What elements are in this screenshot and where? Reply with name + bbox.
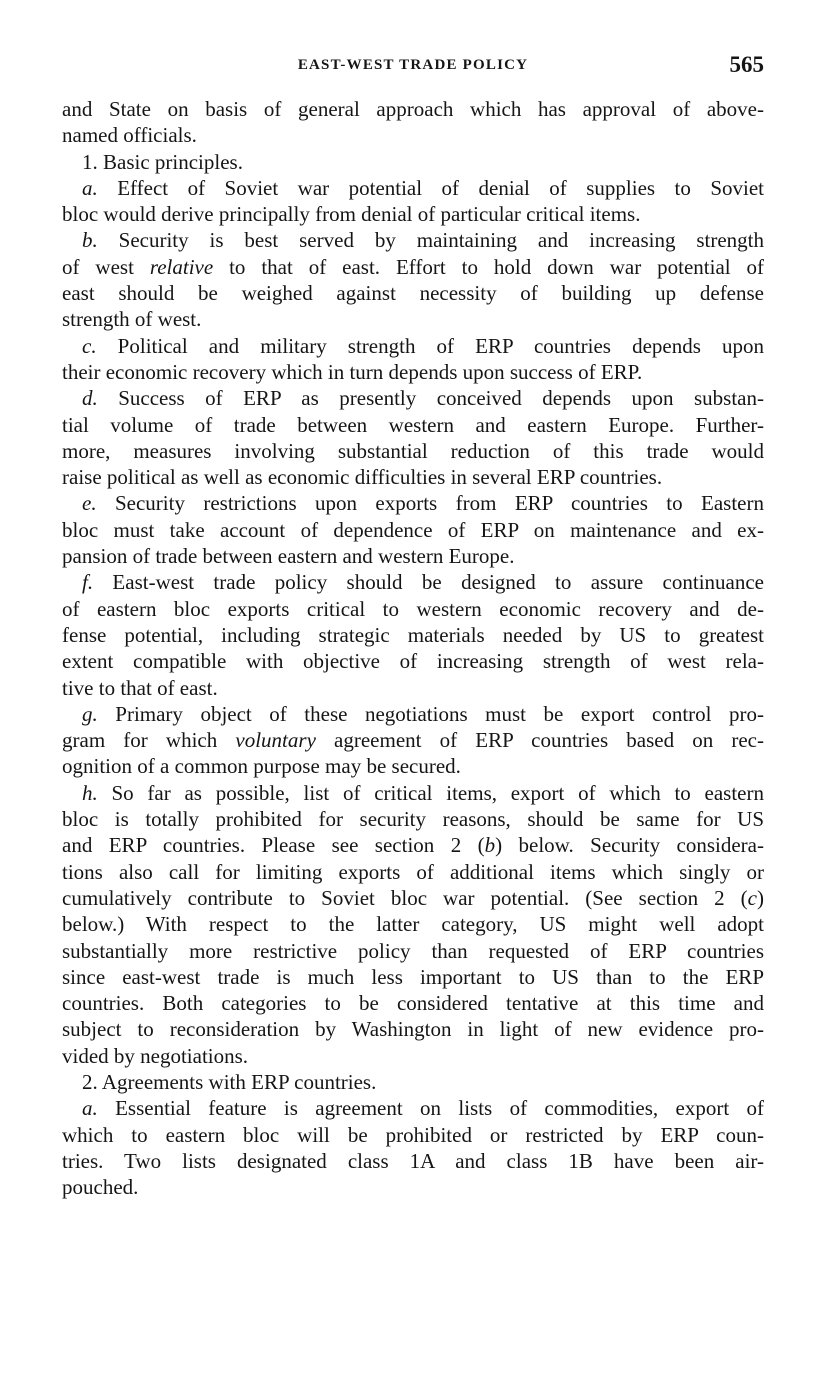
text-line [62, 490, 764, 516]
text-line [62, 727, 764, 753]
italic-text: d. [82, 386, 98, 411]
text-segment: tions also call for limiting exports of additional items which singly or [62, 859, 764, 884]
text-segment: pansion of trade between eastern and western Europe. [62, 544, 515, 569]
text-segment: raise political as well as economic difficulties in several ERP countries. [62, 465, 663, 490]
text-line [62, 1174, 764, 1200]
text-segment: strength of west. [62, 307, 202, 332]
text-line [62, 96, 764, 122]
text-segment: ) below. Security considera- [495, 833, 764, 858]
text-segment: 2. Agreements with ERP countries. [82, 1069, 377, 1094]
text-segment: fense potential, including strategic materials needed by US to greatest [62, 622, 764, 647]
text-line [62, 701, 764, 727]
text-line [62, 543, 764, 569]
text-line [62, 675, 764, 701]
page-number: 565 [729, 52, 764, 77]
text-segment: Success of ERP as presently conceived depends upon substan- [97, 386, 764, 411]
text-line [62, 359, 764, 385]
text-segment: Political and military strength of ERP countries depends upon [96, 333, 764, 358]
text-line [62, 569, 764, 595]
text-line [62, 832, 764, 858]
text-segment: countries. Both categories to be considered tentative at this time and [62, 991, 764, 1016]
text-line [62, 1016, 764, 1042]
italic-text: e. [82, 491, 97, 516]
italic-text: g. [82, 701, 98, 726]
text-line [62, 780, 764, 806]
text-line [62, 990, 764, 1016]
text-segment: east should be weighed against necessity of building up defense [62, 281, 764, 306]
text-segment: ognition of a common purpose may be secured. [62, 754, 461, 779]
text-line [62, 885, 764, 911]
text-segment: which to eastern bloc will be prohibited or restricted by ERP coun- [62, 1122, 764, 1147]
text-segment: East-west trade policy should be designed to assure continuance [93, 570, 764, 595]
text-segment: ) [757, 885, 764, 910]
text-line [62, 859, 764, 885]
text-line [62, 464, 764, 490]
text-line [62, 1095, 764, 1121]
text-line [62, 1069, 764, 1095]
text-line [62, 806, 764, 832]
text-segment: tial volume of trade between western and eastern Europe. Further- [62, 412, 764, 437]
text-segment: Primary object of these negotiations must be export control pro- [97, 701, 764, 726]
text-segment: to that of east. Effort to hold down war potential of [213, 254, 765, 279]
text-line [62, 385, 764, 411]
text-segment: agreement of ERP countries based on rec- [315, 728, 764, 753]
italic-text: b. [82, 228, 98, 253]
italic-text: c. [82, 333, 97, 358]
text-segment: their economic recovery which in turn depends upon success of ERP. [62, 359, 643, 384]
text-line [62, 306, 764, 332]
text-segment: tries. Two lists designated class 1A and class 1B have been air- [62, 1148, 764, 1173]
body-text [62, 96, 764, 1200]
text-segment: 1. Basic principles. [82, 149, 243, 174]
text-segment: Security is best served by maintaining and increasing strength [97, 228, 764, 253]
text-line [62, 911, 764, 937]
text-line [62, 596, 764, 622]
text-segment: Essential feature is agreement on lists of commodities, export of [97, 1096, 764, 1121]
text-segment: substantially more restrictive policy than requested of ERP countries [62, 938, 764, 963]
text-segment: below.) With respect to the latter category, US might well adopt [62, 912, 764, 937]
text-line [62, 254, 764, 280]
text-segment: tive to that of east. [62, 675, 218, 700]
italic-text: h. [82, 780, 98, 805]
text-line [62, 438, 764, 464]
running-header [62, 52, 764, 82]
text-line [62, 648, 764, 674]
text-segment: bloc must take account of dependence of ERP on maintenance and ex- [62, 517, 764, 542]
text-line [62, 149, 764, 175]
italic-text: a. [82, 1096, 98, 1121]
italic-text: a. [82, 175, 98, 200]
text-segment: bloc would derive principally from denial of particular critical items. [62, 202, 641, 227]
text-line [62, 122, 764, 148]
text-line [62, 227, 764, 253]
text-line [62, 280, 764, 306]
text-segment: and State on basis of general approach which has approval of above- [62, 97, 764, 121]
text-segment: named officials. [62, 123, 197, 148]
text-segment: gram for which [62, 728, 236, 753]
text-line [62, 753, 764, 779]
text-line [62, 333, 764, 359]
text-segment: So far as possible, list of critical items, export of which to eastern [97, 780, 764, 805]
text-segment: subject to reconsideration by Washington in light of new evidence pro- [62, 1017, 764, 1042]
text-segment: Security restrictions upon exports from ERP countries to Eastern [96, 491, 764, 516]
text-line [62, 201, 764, 227]
text-segment: vided by negotiations. [62, 1043, 249, 1068]
text-line [62, 1148, 764, 1174]
text-segment: more, measures involving substantial reduction of this trade would [62, 438, 764, 463]
text-segment: and ERP countries. Please see section 2 ( [62, 833, 485, 858]
text-line [62, 964, 764, 990]
text-segment: Effect of Soviet war potential of denial of supplies to Soviet [97, 175, 764, 200]
running-title: EAST-WEST TRADE POLICY [297, 57, 529, 73]
text-segment: cumulatively contribute to Soviet bloc war potential. (See section 2 ( [62, 885, 748, 910]
italic-text: f. [82, 570, 94, 595]
text-line [62, 517, 764, 543]
text-line [62, 175, 764, 201]
text-line [62, 1122, 764, 1148]
text-segment: since east-west trade is much less important to US than to the ERP [62, 964, 764, 989]
text-line [62, 622, 764, 648]
text-segment: bloc is totally prohibited for security reasons, should be same for US [62, 807, 764, 832]
italic-text: b [484, 833, 496, 858]
text-segment: pouched. [62, 1175, 139, 1200]
italic-text: relative [149, 254, 214, 279]
text-line [62, 412, 764, 438]
text-segment: of eastern bloc exports critical to western economic recovery and de- [62, 596, 764, 621]
text-line [62, 938, 764, 964]
text-line [62, 1043, 764, 1069]
text-segment: of west [62, 254, 150, 279]
italic-text: c [747, 885, 757, 910]
text-segment: extent compatible with objective of increasing strength of west rela- [62, 649, 764, 674]
italic-text: voluntary [235, 728, 316, 753]
